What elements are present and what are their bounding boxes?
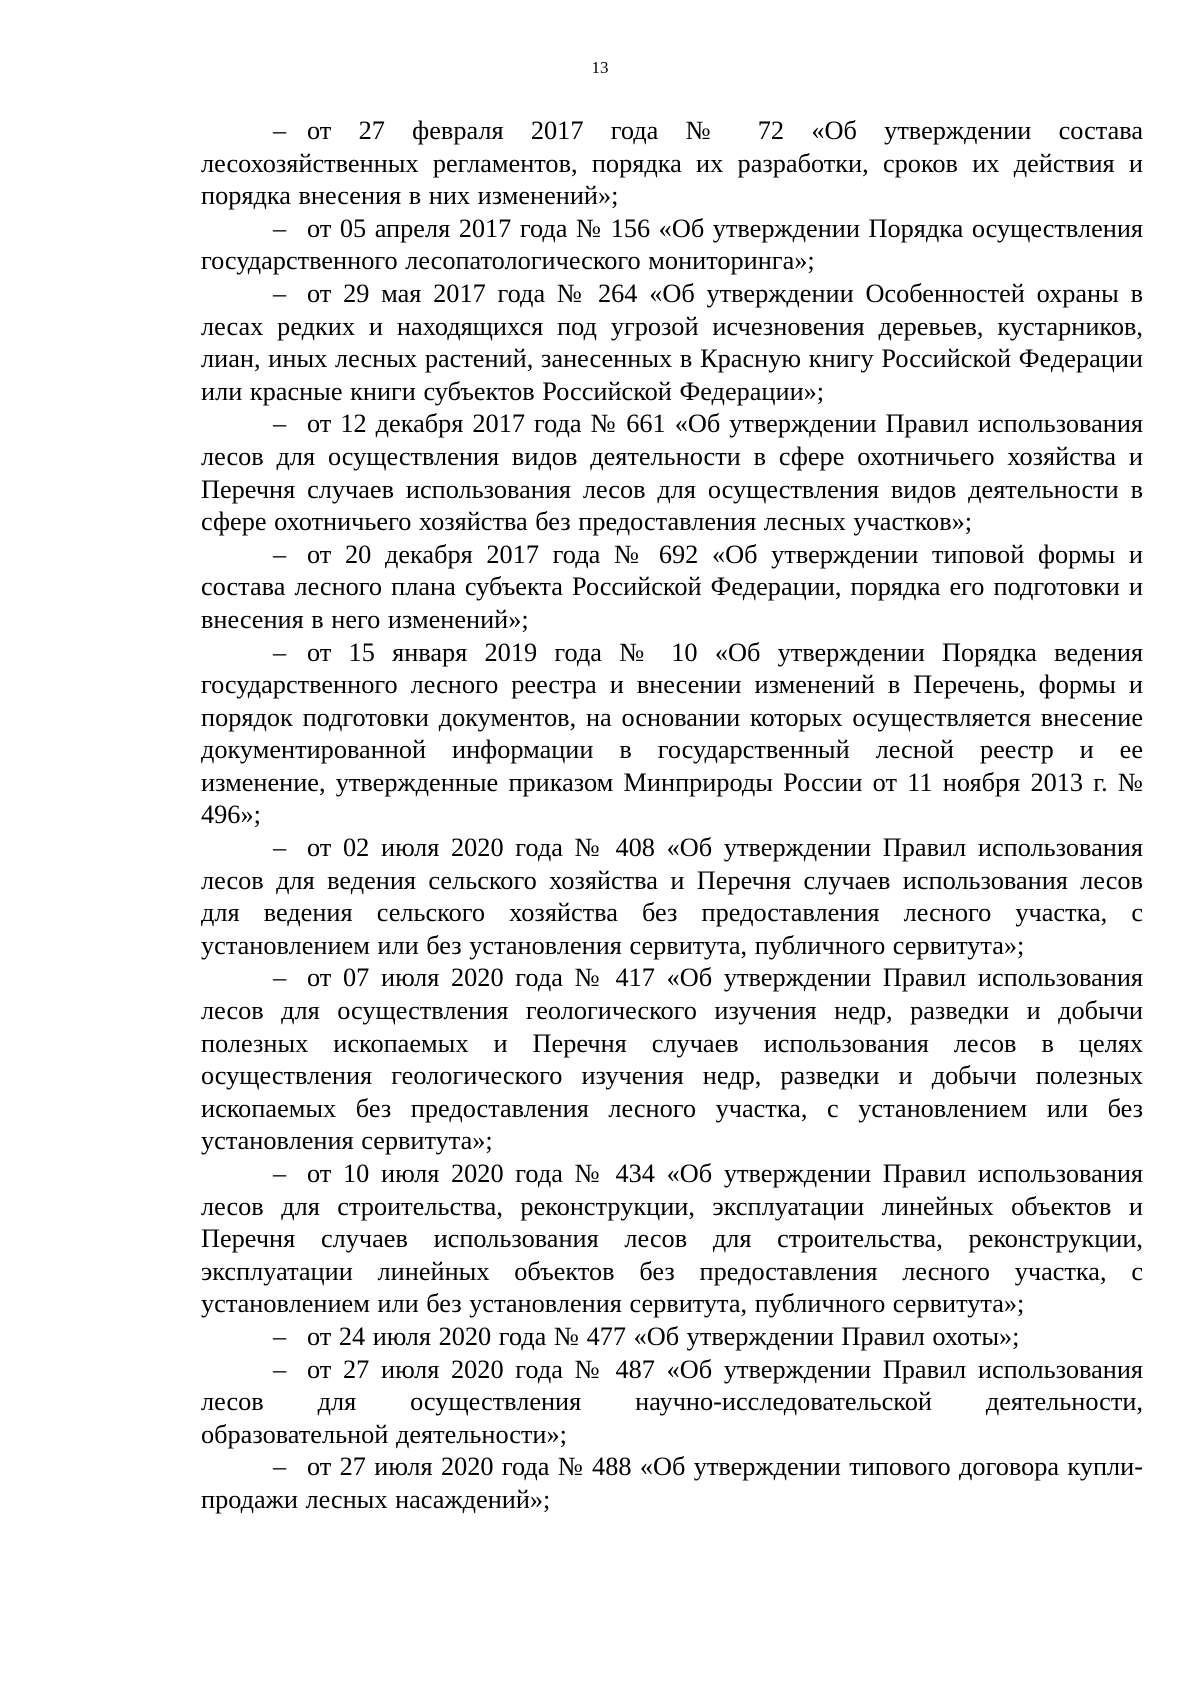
list-item-text: от 05 апреля 2017 года № 156 «Об утверждении Порядка осуществления государственного лесопатологического мониторинга»; — [201, 213, 1143, 276]
list-item-text: от 10 июля 2020 года № 434 «Об утверждении Правил использования лесов для строительства, реконструкции, эксплуатации линейных объектов и Перечня случаев использования лесов для строительства, реконструкции, эксплуатации линейных объектов без предоставления лесного участка, с установлением или без установления сервитута, публичного сервитута»; — [201, 1159, 1143, 1319]
list-dash: – — [273, 409, 287, 439]
list-dash: – — [273, 278, 287, 308]
list-item-text: от 24 июля 2020 года № 477 «Об утверждении Правил охоты»; — [307, 1321, 1020, 1351]
list-dash: – — [273, 1159, 287, 1188]
list-dash: – — [273, 833, 287, 863]
list-item-text: от 02 июля 2020 года № 408 «Об утверждении Правил использования лесов для ведения сельского хозяйства и Перечня случаев использования лесов для ведения сельского хозяйства без предоставления лесного участка, с установлением или без установления сервитута, публичного сервитута»; — [201, 833, 1143, 960]
list-item — [201, 962, 1143, 1158]
list-item-text: от 29 мая 2017 года № 264 «Об утверждении Особенностей охраны в лесах редких и находящихся под угрозой исчезновения деревьев, кустарников, лиан, иных лесных растений, занесенных в Красную книгу Российской Федерации или красные книги субъектов Российской Федерации»; — [201, 278, 1143, 406]
list-item — [201, 213, 1143, 278]
list-dash: – — [273, 1452, 287, 1482]
list-dash: – — [273, 213, 287, 243]
list-dash: – — [273, 1321, 287, 1351]
list-dash: – — [273, 539, 287, 569]
list-dash: – — [273, 1354, 287, 1384]
list-item-text: от 27 февраля 2017 года № 72 «Об утверждении состава лесохозяйственных регламентов, порядка их разработки, сроков их действия и порядка внесения в них изменений»; — [201, 116, 1143, 211]
list-item — [201, 1321, 1143, 1354]
list-item — [201, 637, 1143, 833]
list-item-text: от 27 июля 2020 года № 488 «Об утверждении типового договора купли-продажи лесных насаждений»; — [201, 1452, 1143, 1514]
list-item-text: от 20 декабря 2017 года № 692 «Об утверждении типовой формы и состава лесного плана субъекта Российской Федерации, порядка его подготовки и внесения в него изменений»; — [201, 539, 1143, 634]
page-number: 13 — [591, 58, 609, 77]
list-item — [201, 832, 1143, 962]
list-item-text: от 27 июля 2020 года № 487 «Об утверждении Правил использования лесов для осуществления научно-исследовательской деятельности, образовательной деятельности»; — [201, 1354, 1143, 1449]
document-body — [201, 115, 1143, 1517]
list-item-text: от 15 января 2019 года № 10 «Об утверждении Порядка ведения государственного лесного реестра и внесении изменений в Перечень, формы и порядок подготовки документов, на основании которых осуществляется внесение документированной информации в государственный лесной реестр и ее изменение, утвержденные приказом Минприроды России от 11 ноября 2013 г. № 496»; — [201, 637, 1143, 830]
list-dash: – — [273, 637, 287, 667]
list-item — [201, 1354, 1143, 1452]
list-item — [201, 539, 1143, 637]
list-item — [201, 115, 1143, 213]
list-item — [201, 1451, 1143, 1516]
list-item-text: от 07 июля 2020 года № 417 «Об утверждении Правил использования лесов для осуществления геологического изучения недр, разведки и добычи полезных ископаемых и Перечня случаев использования лесов в целях осуществления геологического изучения недр, разведки и добычи полезных ископаемых без предоставления лесного участка, с установлением или без установления сервитута»; — [201, 963, 1143, 1156]
list-item — [201, 1158, 1143, 1321]
list-dash: – — [273, 963, 287, 993]
list-item-text: от 12 декабря 2017 года № 661 «Об утверждении Правил использования лесов для осуществления видов деятельности в сфере охотничьего хозяйства и Перечня случаев использования лесов для осуществления видов деятельности в сфере охотничьего хозяйства без предоставления лесных участков»; — [201, 409, 1143, 537]
list-item — [201, 408, 1143, 538]
list-item — [201, 278, 1143, 408]
list-dash: – — [273, 116, 287, 145]
